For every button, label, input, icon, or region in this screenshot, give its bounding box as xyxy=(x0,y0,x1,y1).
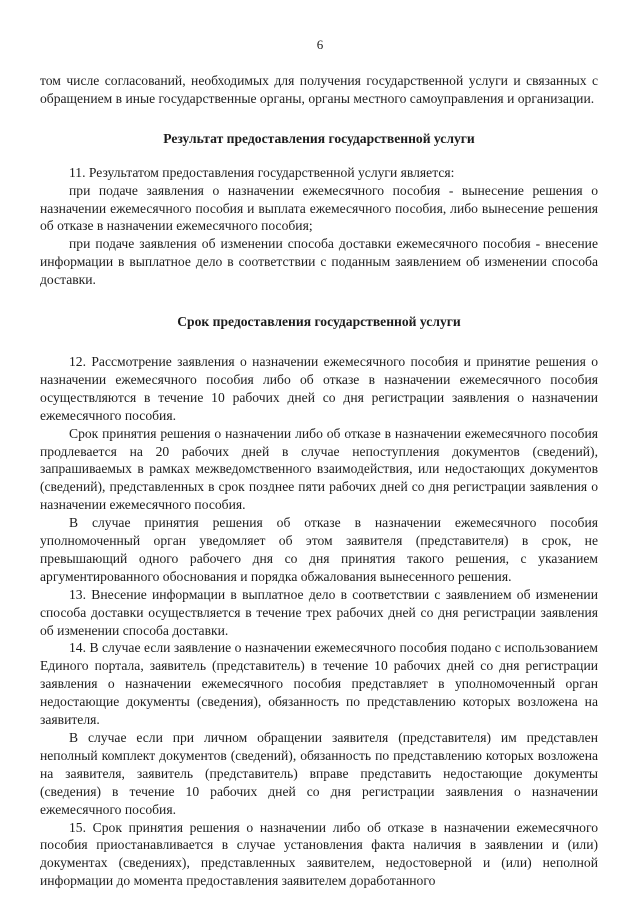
paragraph-12: 12. Рассмотрение заявления о назначении ежемесячного пособия и принятие решения о назначении ежемесячного пособия либо об отказе в назначении ежемесячного пособия осуществляются в течение 10 рабочих дней со дня регистрации заявления о назначении ежемесячного пособия. xyxy=(40,353,598,423)
paragraph-15: 15. Срок принятия решения о назначении либо об отказе в назначении ежемесячного пособия приостанавливается в случае установления факта наличия в заявлении и (или) документах (сведениях), представленных заявителем, недостоверной и (или) неполной информации до момента предоставления заявителем доработанного xyxy=(40,819,598,889)
paragraph-12-extension: Срок принятия решения о назначении либо об отказе в назначении ежемесячного пособия продлевается на 20 рабочих дней в случае непоступления документов (сведений), запрашиваемых в рамках межведомственного взаимодействия, или недостающих документов (сведений), представленных в срок позднее пяти рабочих дней со дня регистрации заявления о назначении ежемесячного пособия. xyxy=(40,425,598,513)
paragraph-14-personal-visit: В случае если при личном обращении заявителя (представителя) им представлен неполный комплект документов (сведений), обязанность по представлению которых возложена на заявителя, заявитель (представитель) вправе представить недостающие документы (сведения) в течение 10 рабочих дней со дня регистрации заявления о назначении ежемесячного пособия. xyxy=(40,730,598,817)
paragraph-13: 13. Внесение информации в выплатное дело в соответствии с заявлением об изменении способа доставки осуществляется в течение трех рабочих дней со дня регистрации заявления об изменении способа доставки. xyxy=(40,586,598,638)
paragraph-12-refusal-notice: В случае принятия решения об отказе в назначении ежемесячного пособия уполномоченный орган уведомляет об этом заявителя (представителя) в срок, не превышающий одного рабочего дня со дня принятия такого решения, с указанием аргументированного обоснования и порядка обжалования вынесенного решения. xyxy=(40,515,598,584)
section-heading-term: Срок предоставления государственной услуги xyxy=(177,314,461,330)
paragraph-14: 14. В случае если заявление о назначении ежемесячного пособия подано с использованием Единого портала, заявитель (представитель) в течение 10 рабочих дней со дня регистрации заявления о назначении ежемесячного пособия представляет в уполномоченный орган недостающие документы (сведения), обязанность по представлению которых возложена на заявителя. xyxy=(40,640,598,728)
paragraph-11: 11. Результатом предоставления государственной услуги является: xyxy=(69,164,455,180)
result-item-delivery-change: при подаче заявления об изменении способа доставки ежемесячного пособия - внесение информации в выплатное дело в соответствии с поданным заявлением об изменении способа доставки. xyxy=(40,236,598,288)
page-number: 6 xyxy=(316,37,324,52)
section-heading-result: Результат предоставления государственной услуги xyxy=(163,130,475,146)
result-item-assignment: при подаче заявления о назначении ежемесячного пособия - вынесение решения о назначении ежемесячного пособия и выплата ежемесячного пособия, либо вынесение решения об отказе в назначении ежемесячного пособия; xyxy=(40,182,598,234)
document-body xyxy=(40,72,598,890)
intro-paragraph: том числе согласований, необходимых для получения государственной услуги и связанных с обращением в иные государственные органы, органы местного самоуправления и организации. xyxy=(40,73,598,106)
